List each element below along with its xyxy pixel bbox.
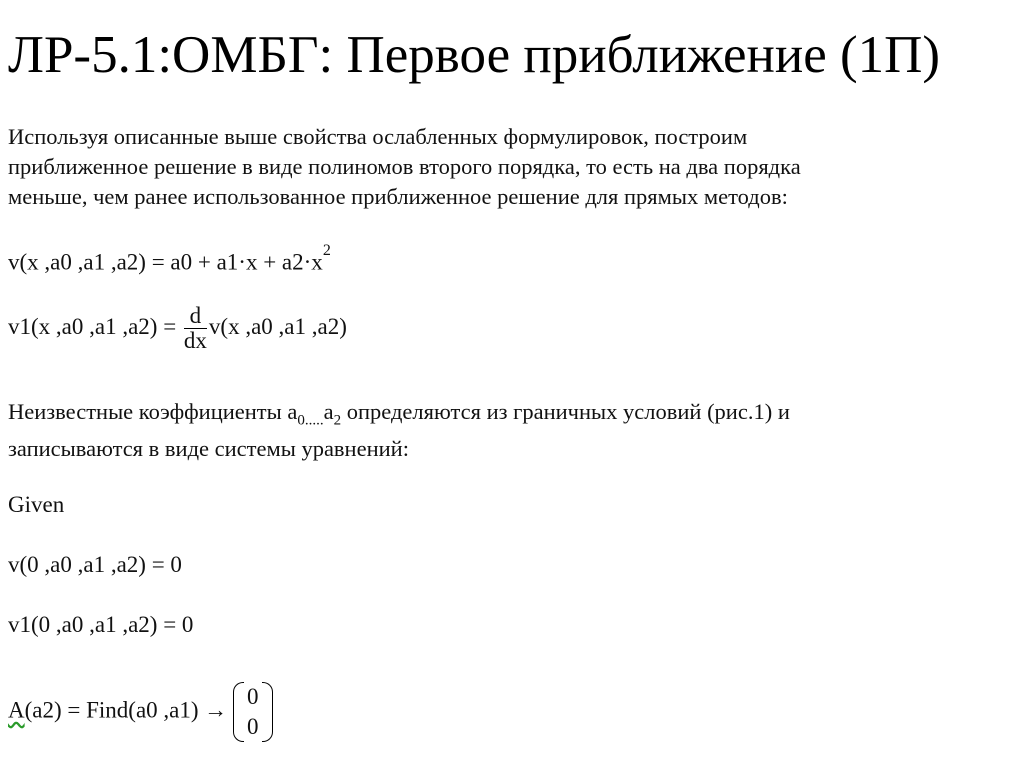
derivative-denominator: dx xyxy=(183,328,207,353)
result-value: 0 xyxy=(247,714,259,739)
coef-sub-2: 2 xyxy=(333,412,342,429)
coef-sub-0: 0..... xyxy=(297,412,324,429)
coef-text-part2: a xyxy=(323,399,334,424)
slide-title: ЛР-5.1:ОМБГ: Первое приближение (1П) xyxy=(8,26,941,84)
equation-v1-rhs: v(x ,a0 ,a1 ,a2) xyxy=(208,313,347,339)
condition-2: v1(0 ,a0 ,a1 ,a2) = 0 xyxy=(8,612,194,637)
intro-line-2: приближенное решение в виде полиномов второго порядка, то есть на два порядка xyxy=(8,154,801,179)
find-equation xyxy=(8,682,273,742)
equation-v1 xyxy=(8,304,347,353)
condition-1: v(0 ,a0 ,a1 ,a2) = 0 xyxy=(8,552,182,577)
equation-v-exponent: 2 xyxy=(322,242,331,259)
equation-v1-lhs: v1(x ,a0 ,a1 ,a2) = xyxy=(8,313,182,339)
intro-line-1: Используя описанные выше свойства ослабленных формулировок, построим xyxy=(8,124,748,149)
coef-text-part3: определяются из граничных условий (рис.1) и xyxy=(341,399,790,424)
given-keyword: Given xyxy=(8,492,65,517)
coefficients-line-2: записываются в виде системы уравнений: xyxy=(8,436,409,461)
derivative-numerator: d xyxy=(184,304,207,329)
function-name: A xyxy=(8,697,25,723)
result-value: 0 xyxy=(247,684,259,709)
coefficients-line-1 xyxy=(8,397,790,436)
derivative-fraction xyxy=(184,304,207,353)
result-vector xyxy=(233,682,273,742)
intro-line-3: меньше, чем ранее использованное приближенное решение для прямых методов: xyxy=(8,184,788,209)
equation-v xyxy=(8,242,331,278)
find-expression: (a2) = Find(a0 ,a1) → xyxy=(24,697,228,723)
coef-text-part1: Неизвестные коэффициенты a xyxy=(8,399,298,424)
equation-v-body: v(x ,a0 ,a1 ,a2) = a0 + a1·x + a2·x xyxy=(8,249,323,275)
